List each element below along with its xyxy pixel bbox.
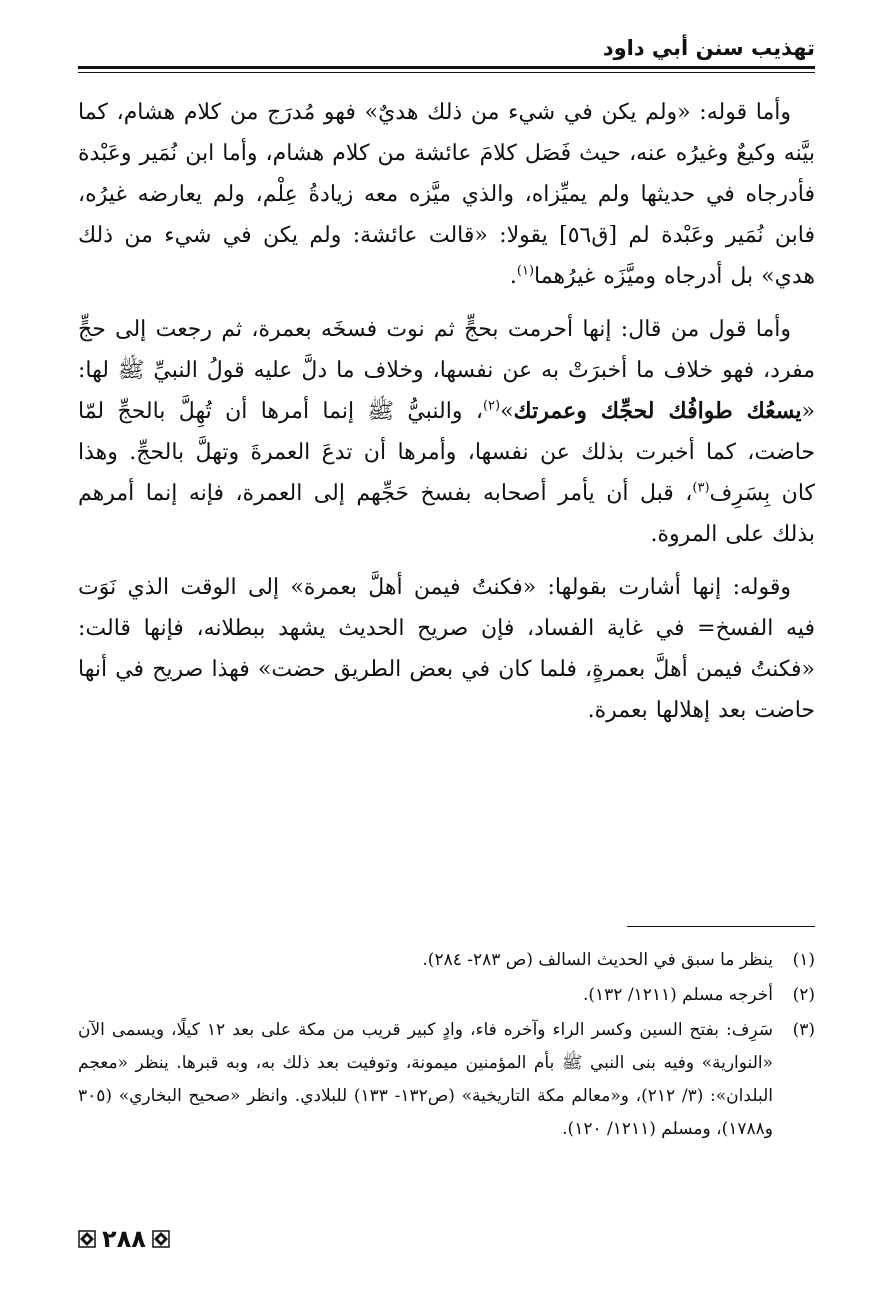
paragraph-text: . (509, 264, 517, 289)
paragraph-text: وأما قول من قال: إنها أحرمت بحجٍّ ثم نوت فسخَه بعمرة، ثم رجعت إلى حجٍّ مفرد، فهو خلاف ما أخبرَتْ به عن نفسها، وخلاف ما دلَّ عليه قولُ النبيِّ ﷺ لها: « (78, 317, 815, 424)
footnote-number: (١) (792, 950, 815, 970)
header-rule (78, 66, 815, 69)
diamond-ornament-icon (152, 1230, 170, 1248)
paragraph-text: وقوله: إنها أشارت بقولها: «فكنتُ فيمن أهلَّ بعمرة» إلى الوقت الذي نَوَت فيه الفسخ= في غاية الفساد، فإن صريح الحديث يشهد ببطلانه، فإنها قالت: «فكنتُ فيمن أهلَّ بعمرةٍ، فلما كان في بعض الطريق حضت» فهذا صريح في أنها حاضت بعد إهلالها بعمرة. (78, 575, 815, 723)
paragraph-2 (78, 309, 815, 555)
paragraph-text: ، قبل أن يأمر أصحابه بفسخ حَجِّهم إلى العمرة، فإنه إنما أمرهم بذلك على المروة. (78, 481, 815, 547)
page-number-block (78, 1227, 170, 1251)
paragraph-3 (78, 567, 815, 731)
footnote-ref-1[interactable]: (١) (516, 263, 535, 279)
footnote-text: سَرِف: بفتح السين وكسر الراء وآخره فاء، وادٍ كبير قريب من مكة على بعد ١٢ كيلًا، ويسمى الآن «النوارية» وفيه بنى النبي ﷺ بأم المؤمنين ميمونة، وتوفيت بعد ذلك به، وبه قبرها. ينظر «معجم البلدان»: (٣/ ٢١٢)، و«معالم مكة التاريخية» (ص١٣٢- ١٣٣) للبلادي. وانظر «صحيح البخاري» (٣٠٥ و١٧٨٨)، ومسلم (١٢١١/ ١٢٠). (78, 1020, 773, 1139)
footnote-ref-3[interactable]: (٣) (692, 480, 710, 496)
paragraph-text: وأما قوله: «ولم يكن في شيء من ذلك هديٌ» فهو مُدرَج من كلام هشام، كما بيَّنه وكيعٌ وغيرُه عنه، حيث فَصَل كلامَ عائشة من كلام هشام، وأما ابن نُمَير وعَبْدة فأدرجاه في حديثها ولم يميِّزاه، والذي ميَّزه معه زيادةُ عِلْم، ولم يعارضه غيرُه، فابن نُمَير وعَبْدة لم [ق٥٦] يقولا: «قالت عائشة: ولم يكن في شيء من ذلك هدي» بل أدرجاه وميَّزَه غيرُهما (78, 100, 815, 289)
footnote-text: ينظر ما سبق في الحديث السالف (ص ٢٨٣- ٢٨٤). (422, 950, 773, 970)
footnote-text: أخرجه مسلم (١٢١١/ ١٣٢). (582, 985, 773, 1005)
footnote-ref-2[interactable]: (٢) (482, 398, 501, 414)
footnote-number: (٢) (792, 985, 815, 1005)
paragraph-text: ، والنبيُّ ﷺ إنما أمرها أن تُهِلَّ بالحجِّ لمّا حاضت، كما أخبرت بذلك عن نفسها، وأمرها أن تدعَ العمرةَ وتهلَّ بالحجِّ. وهذا كان بِسَرِف (78, 399, 815, 506)
page-number: ٢٨٨ (102, 1225, 146, 1253)
footnote-number: (٣) (792, 1020, 815, 1040)
footnote-2 (78, 979, 815, 1012)
running-header-title: تهذيب سنن أبي داود (602, 36, 815, 60)
hadith-quote-bold: يسعُك طوافُك لحجِّك وعمرتك (513, 398, 802, 424)
paragraph-text: » (500, 399, 514, 424)
footnote-1 (78, 944, 815, 977)
paragraph-1 (78, 92, 815, 297)
main-text (78, 92, 815, 743)
diamond-ornament-icon (78, 1230, 96, 1248)
footnotes (78, 944, 815, 1148)
footnote-3 (78, 1014, 815, 1146)
header-rule-thin (78, 72, 815, 73)
footnote-separator (627, 926, 815, 927)
